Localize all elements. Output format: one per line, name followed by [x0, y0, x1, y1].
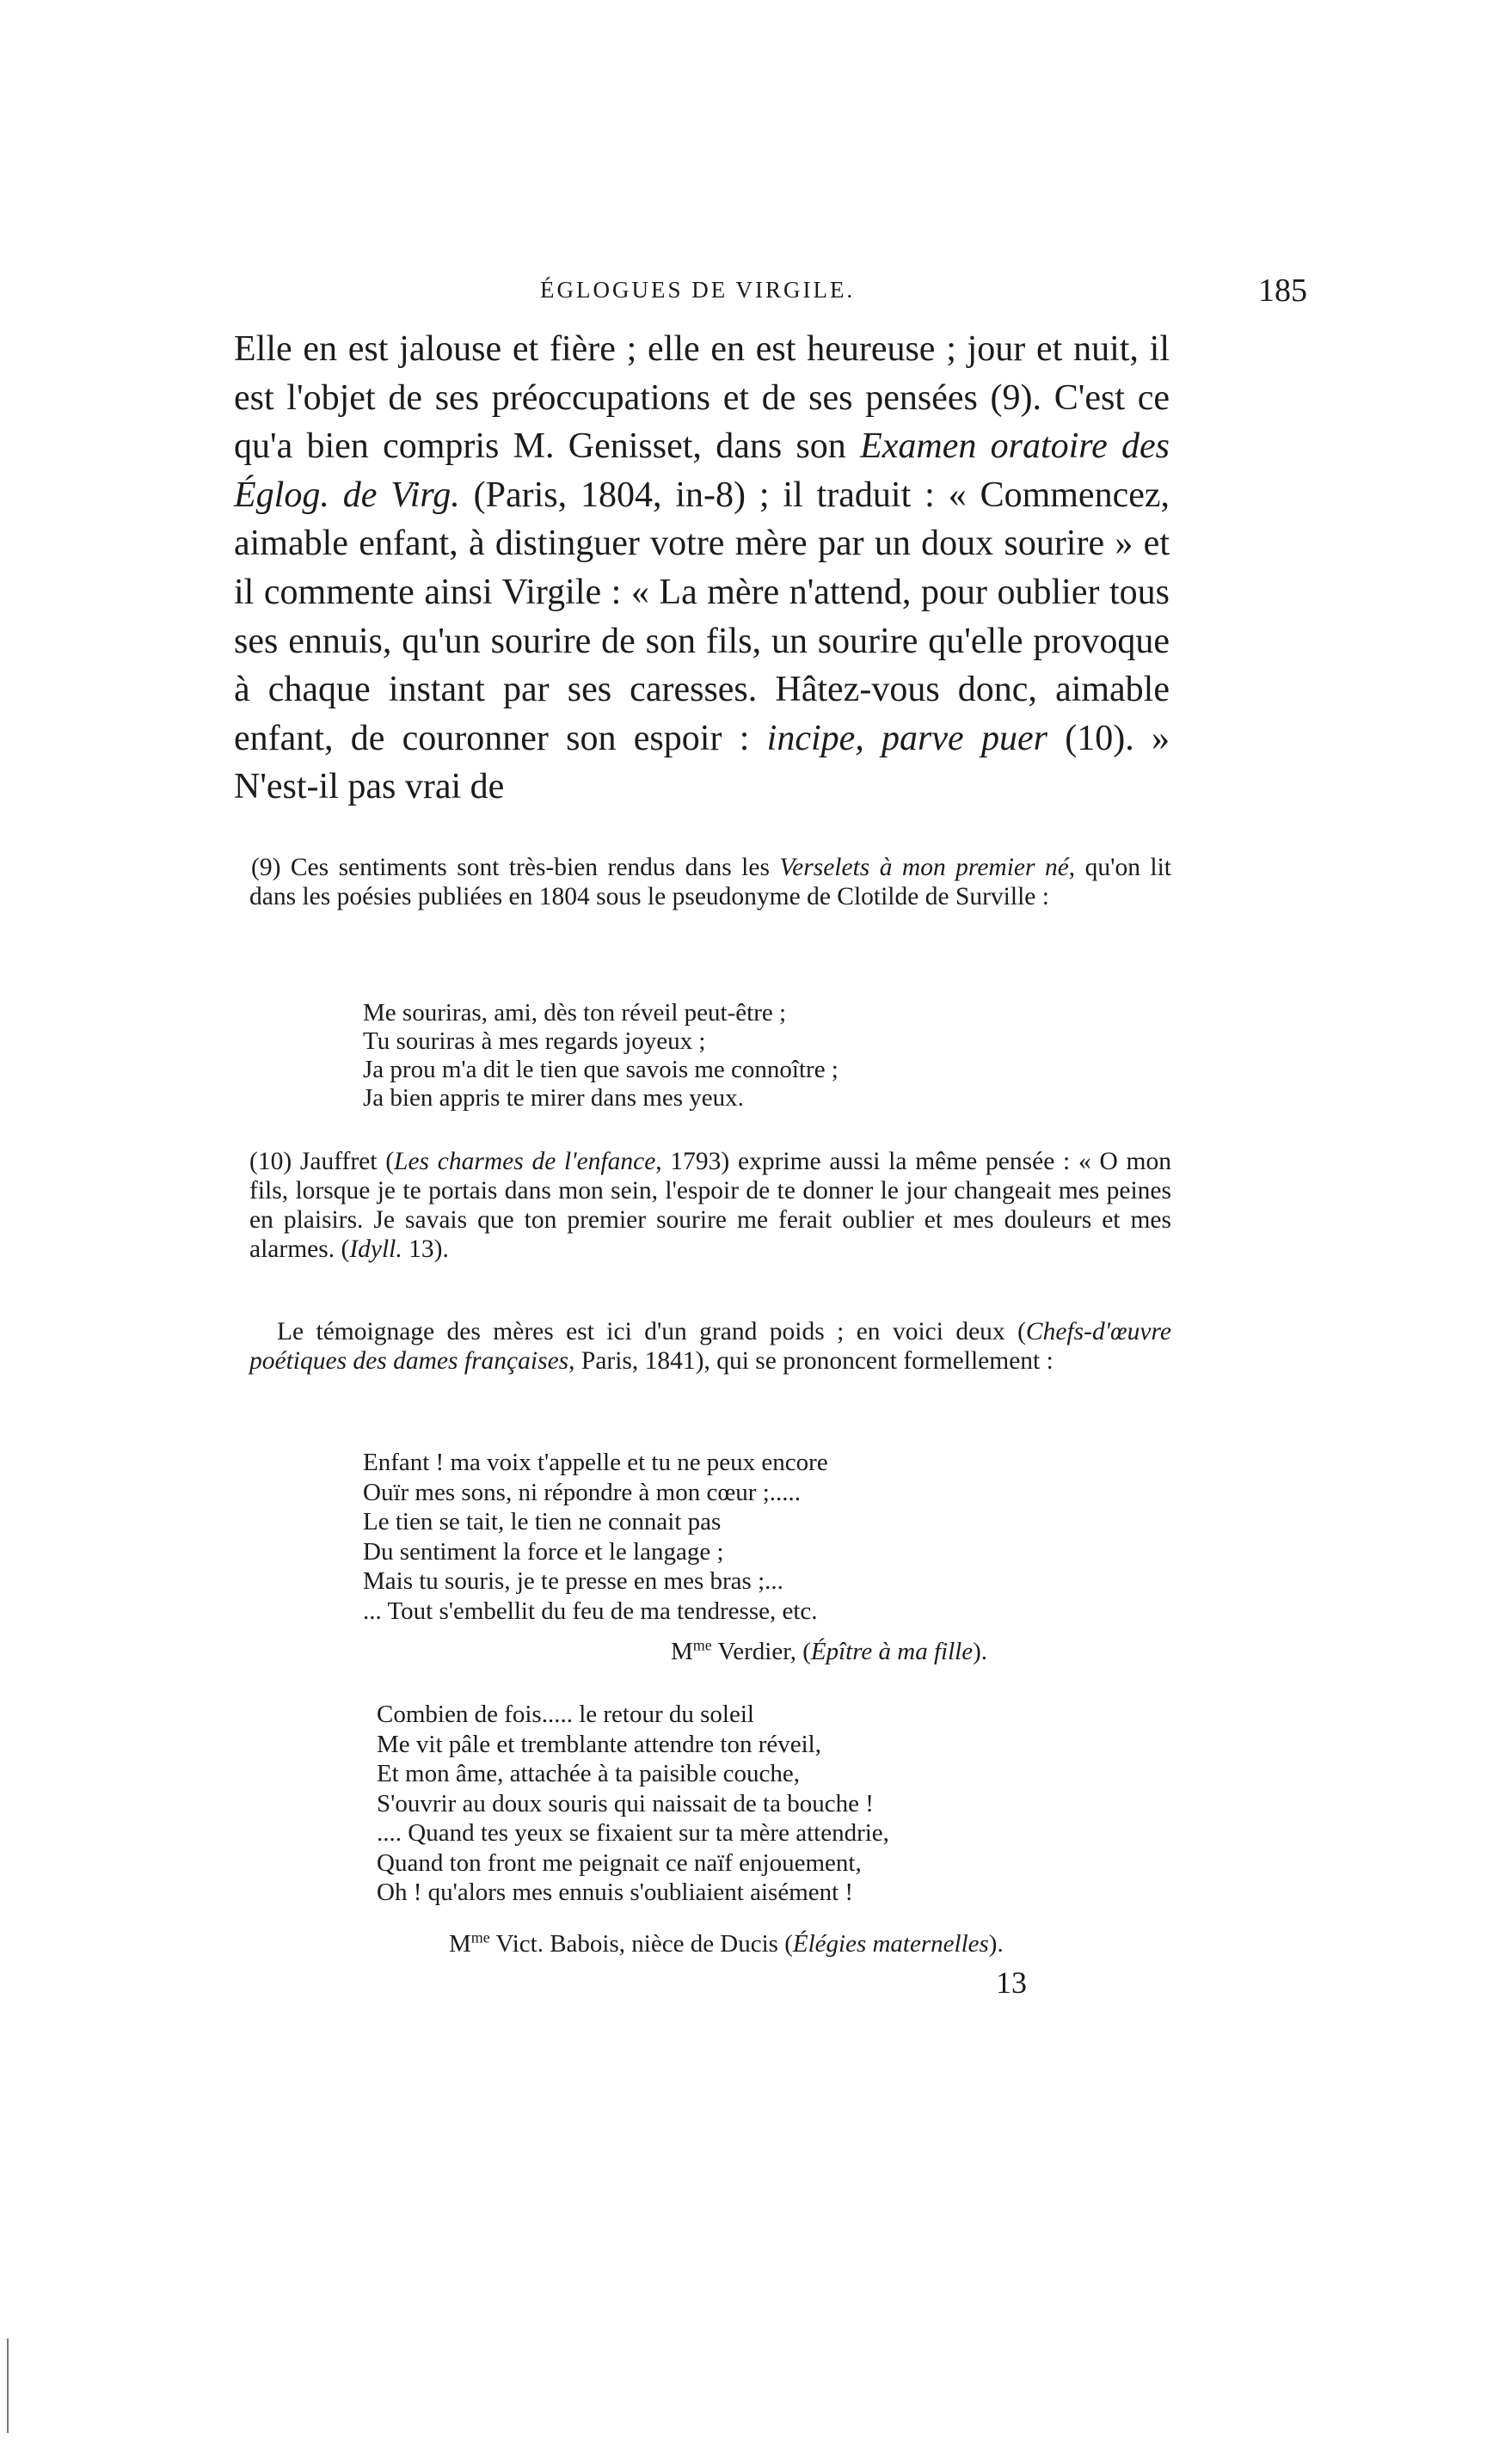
- footnote-9-part2: , qu'on lit dans les poésies publiées en 1804 sous le pseudonyme de Clotilde de Surville :: [249, 854, 1171, 910]
- footnote-9-italic: Verselets à mon premier né: [779, 854, 1069, 881]
- main-italic-quote: incipe, parve puer: [766, 718, 1047, 758]
- footnote-10-part3: 13).: [402, 1235, 449, 1263]
- footnote-intro: [249, 1317, 1171, 1376]
- footnote-intro-part1: Le témoignage des mères est ici d'un grand poids ; en voici deux (: [277, 1318, 1026, 1345]
- main-italic-title: Examen oratoire des Églog. de Virg.: [234, 426, 1170, 515]
- verdier-attribution-prefix: M: [671, 1638, 693, 1665]
- verdier-attribution-sup: me: [692, 1636, 712, 1654]
- main-text-part3: (10). » N'est-il pas vrai de: [234, 718, 1170, 807]
- page-header: [540, 273, 1307, 311]
- footnote-intro-part2: , Paris, 1841), qui se prononcent formellement :: [568, 1347, 1054, 1375]
- babois-attribution-name: Vict. Babois, nièce de Ducis (: [489, 1930, 793, 1958]
- verdier-verse: Enfant ! ma voix t'appelle et tu ne peux encore Ouïr mes sons, ni répondre à mon cœur ;..... Le tien se tait, le tien ne connait pas Du sentiment la force et le langage ; Mais tu souris, je te presse en mes bras ;... ... Tout s'embellit du feu de ma tendresse, etc.: [363, 1449, 828, 1625]
- verdier-attribution-name: Verdier, (: [711, 1638, 811, 1665]
- babois-verse: Combien de fois..... le retour du soleil Me vit pâle et tremblante attendre ton réveil, Et mon âme, attachée à ta paisible couche, S'ouvrir au doux souris qui naissait de ta bouche ! .... Quand tes yeux se fixaient sur ta mère attendrie, Quand ton front me peignait ce naïf enjouement, Oh ! qu'alors mes ennuis s'oubliaient aisément !: [377, 1701, 889, 1906]
- babois-attribution-title: Élégies maternelles: [792, 1930, 989, 1958]
- footnote-9: [249, 853, 1171, 911]
- main-paragraph: [234, 325, 1170, 812]
- footnote-10-part1: (10) Jauffret (: [249, 1148, 395, 1175]
- footnote-10-italic-ref: Idyll.: [349, 1235, 402, 1263]
- verdier-attribution-end: ).: [973, 1638, 987, 1665]
- babois-attribution-prefix: M: [449, 1930, 471, 1958]
- footnote-10-italic-title: Les charmes de l'enfance: [394, 1148, 656, 1175]
- verdier-attribution: [671, 1637, 987, 1666]
- footnote-10: [249, 1147, 1171, 1264]
- main-text-part2: (Paris, 1804, in-8) ; il traduit : « Commencez, aimable enfant, à distinguer votre mère par un doux sourire » et il commente ainsi Virgile : « La mère n'attend, pour oublier tous ses ennuis, qu'un sourire de son fils, un sourire qu'elle provoque à chaque instant par ses caresses. Hâtez-vous donc, aimable enfant, de couronner son espoir :: [234, 475, 1170, 758]
- page-number: 185: [1258, 273, 1307, 309]
- babois-attribution-end: ).: [988, 1930, 1004, 1958]
- verdier-attribution-title: Épître à ma fille: [810, 1638, 974, 1665]
- footnote-9-verse: Me souriras, ami, dès ton réveil peut-être ; Tu souriras à mes regards joyeux ; Ja prou m'a dit le tien que savois me connoître ; Ja bien appris te mirer dans mes yeux.: [363, 999, 838, 1112]
- footnote-9-part1: (9) Ces sentiments sont très-bien rendus dans les: [251, 854, 780, 881]
- running-title: ÉGLOGUES DE VIRGILE.: [540, 277, 856, 303]
- scan-edge-mark: [7, 2338, 9, 2433]
- footnotes: [249, 853, 1171, 2000]
- footnote-intro-italic: Chefs-d'œuvre poétiques des dames françaises: [249, 1318, 1171, 1375]
- signature-mark: 13: [996, 1965, 1027, 2000]
- main-text-part1: Elle en est jalouse et fière ; elle en est heureuse ; jour et nuit, il est l'objet de ses préoccupations et de ses pensées (9). C'est ce qu'a bien compris M. Genisset, dans son: [234, 329, 1170, 467]
- babois-attribution: [449, 1929, 1004, 1958]
- footnote-10-part2: , 1793) exprime aussi la même pensée : « O mon fils, lorsque je te portais dans mon sein, l'espoir de te donner le jour changeait mes peines en plaisirs. Je savais que ton premier sourire me ferait oublier et mes douleurs et mes alarmes. (: [249, 1148, 1171, 1263]
- babois-attribution-sup: me: [470, 1928, 490, 1946]
